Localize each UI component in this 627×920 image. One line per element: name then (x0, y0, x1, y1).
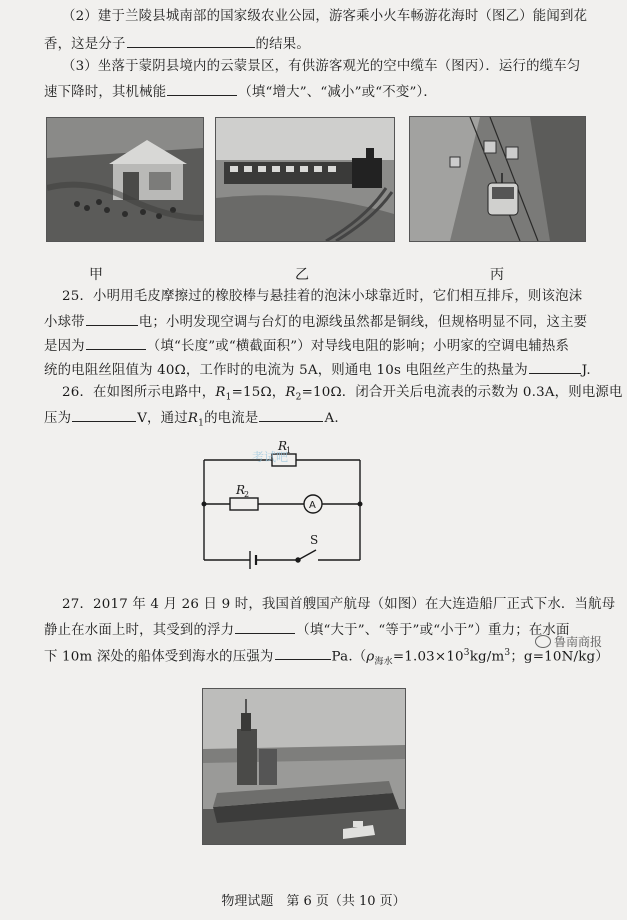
q26-r1-subscript: 1 (225, 392, 232, 403)
q27-unit-exponent: 3 (504, 648, 511, 658)
q27-line2 (44, 620, 597, 640)
resistor-r2 (230, 498, 258, 510)
q25-line2-text-a: 小球带 (44, 315, 85, 330)
caption-bing: 丙 (490, 267, 504, 283)
photo-jia (46, 117, 204, 242)
q25-line4 (44, 360, 597, 380)
q27-line2-text-a: 静止在水面上时，其受到的浮力 (44, 623, 235, 638)
photo-aircraft-carrier (202, 688, 406, 845)
rho-subscript: 海水 (374, 657, 393, 668)
answer-blank-q27-2[interactable] (275, 646, 331, 660)
q27-line3-text-c: =1.03×10 (392, 649, 464, 665)
q27-line3-text-d: kg/m (469, 649, 505, 665)
r1-label: R (278, 439, 288, 453)
q27-line1: 27．2017 年 4 月 26 日 9 时，我国首艘国产航母（如图）在大连造船厂正式下水．当航母 (62, 597, 616, 612)
q27-exponent: 3 (463, 648, 470, 658)
page-footer: 物理试题 第 6 页（共 10 页） (221, 894, 406, 909)
answer-blank-q25-2[interactable] (86, 336, 146, 350)
switch-lever (298, 550, 316, 560)
q26-line1 (44, 384, 623, 407)
q26-line2-text-b: V，通过 (137, 411, 188, 426)
q25-line3-text-a: 是因为 (44, 339, 85, 354)
answer-blank-q27-1[interactable] (235, 620, 295, 634)
q27-line2-text-b: （填“大于”、“等于”或“小于”）重力；在水面 (296, 623, 570, 638)
q25-line1: 25．小明用毛皮摩擦过的橡胶棒与悬挂着的泡沫小球靠近时，它们相互排斥，则该泡沫 (62, 289, 583, 304)
q26-r1-symbol: R (215, 385, 226, 400)
q26-r1-subscript-2: 1 (198, 418, 205, 429)
q24-line4-text-a: 速下降时，其机械能 (44, 85, 167, 100)
q25-line3-text-b: （填“长度”或“横截面积”）对导线电阻的影响；小明家的空调电辅热系 (146, 339, 570, 354)
watermark-text: 考试吧 (252, 450, 289, 464)
q27-line3-text-b: Pa.（ (331, 649, 367, 665)
q24-line2 (44, 34, 597, 54)
q26-r1-symbol-2: R (187, 411, 199, 426)
answer-blank-q26-2[interactable] (259, 408, 323, 422)
q26-line1-text-c: =10Ω．闭合开关后电流表的示数为 0.3A，则电源电 (301, 385, 623, 400)
q27-line3 (44, 644, 609, 671)
answer-blank-q25-1[interactable] (86, 312, 138, 326)
q24-line1: （2）建于兰陵县城南部的国家级农业公园，游客乘小火车畅游花海时（图乙）能闻到花 (62, 9, 588, 24)
caption-yi: 乙 (295, 267, 309, 283)
wechat-icon (535, 635, 551, 648)
r1-label-sub: 1 (286, 446, 292, 455)
q25-line4-text-b: J. (581, 363, 591, 378)
r2-label-sub: 2 (244, 490, 250, 499)
q25-line2-text-b: 电；小明发现空调与台灯的电源线虽然都是铜线，但规格明显不同，这主要 (138, 315, 588, 330)
answer-blank-q25-3[interactable] (529, 360, 581, 374)
wechat-watermark (535, 633, 602, 650)
q26-line2-text-d: A. (324, 411, 339, 426)
q24-line4 (44, 82, 597, 102)
switch-label: S (310, 533, 319, 547)
ammeter-label: A (309, 500, 316, 511)
q27-line3-text-e: ；g=10N/kg） (510, 649, 609, 665)
r2-label: R (236, 483, 246, 497)
q26-r2-subscript: 2 (295, 392, 302, 403)
photo-yi (215, 117, 395, 242)
photo-bing (409, 116, 586, 242)
answer-blank-q24-3[interactable] (167, 82, 237, 96)
q26-line2-text-a: 压为 (44, 411, 72, 426)
q26-line2 (44, 408, 597, 433)
answer-blank-q24-2[interactable] (127, 34, 255, 48)
q26-line1-text-a: 26．在如图所示电路中， (62, 385, 216, 400)
answer-blank-q26-1[interactable] (72, 408, 136, 422)
q26-line2-text-c: 的电流是 (204, 411, 259, 426)
q24-line2-text-a: 香，这是分子 (44, 37, 126, 52)
watermark (252, 448, 342, 478)
q27-line3-text-a: 下 10m 深处的船体受到海水的压强为 (44, 649, 274, 665)
q24-line4-text-b: （填“增大”、“减小”或“不变”）． (238, 85, 437, 100)
q24-line2-text-b: 的结果。 (255, 37, 310, 52)
q25-line2 (44, 312, 597, 332)
q26-r2-symbol: R (285, 385, 296, 400)
q25-line3 (44, 336, 597, 356)
wechat-label: 鲁南商报 (554, 635, 603, 649)
caption-jia: 甲 (89, 267, 103, 283)
q26-line1-text-b: =15Ω， (231, 385, 286, 400)
q24-line3: （3）坐落于蒙阴县境内的云蒙景区，有供游客观光的空中缆车（图丙）．运行的缆车匀 (62, 59, 581, 74)
rho-symbol: ρ (366, 649, 375, 665)
q25-line4-text-a: 统的电阻丝阻值为 40Ω，工作时的电流为 5A，则通电 10s 电阻丝产生的热量为 (44, 363, 528, 378)
